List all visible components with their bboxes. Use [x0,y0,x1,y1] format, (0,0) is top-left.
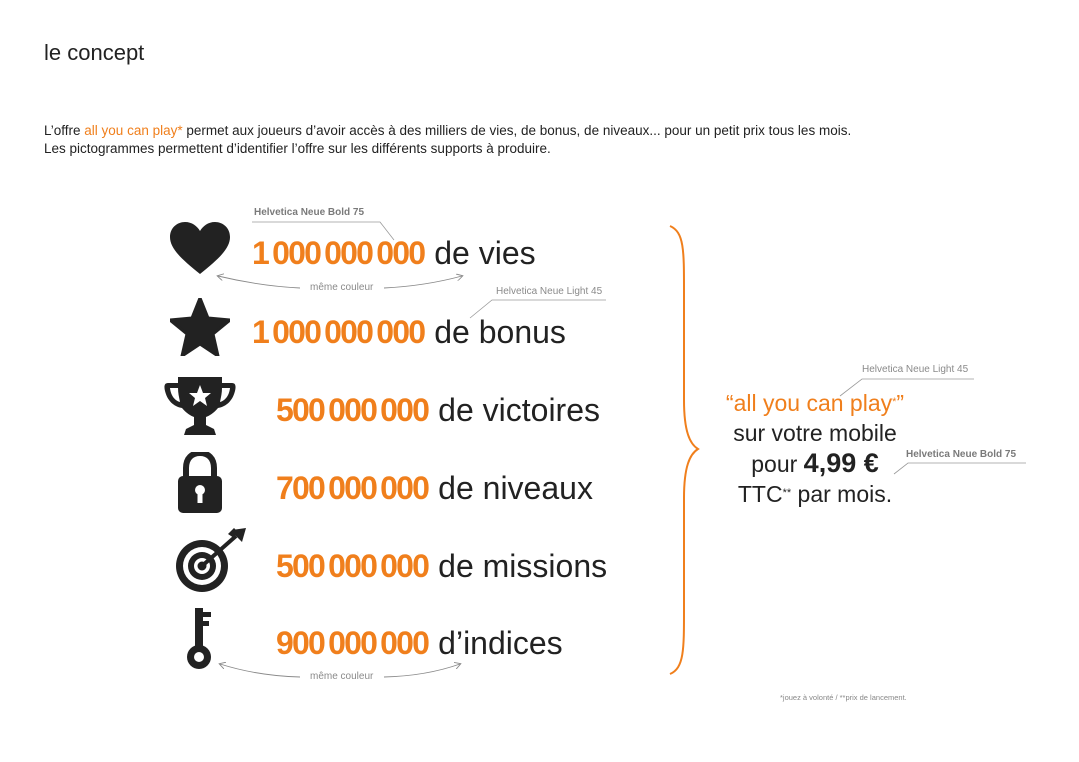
row-value: 900 000 000 [276,625,429,661]
row-missions [276,548,607,584]
font-annotation-bold-offer: Helvetica Neue Bold 75 [906,449,1017,460]
row-bonus [252,314,566,350]
same-color-arrow-top [218,276,300,288]
row-label: de niveaux [438,470,593,506]
trophy-icon [164,375,236,437]
same-color-arrow-bottom-right [384,664,460,677]
intro-line-1: L’offre all you can play* permet aux joueurs d’avoir accès à des milliers de vies, de bonus, de niveaux... pour un petit prix tous les mois. [44,123,852,138]
row-value: 500 000 000 [276,392,429,428]
offer-line-price: pour 4,99 € [751,448,879,478]
font-annotation-bold-top: Helvetica Neue Bold 75 [254,207,365,218]
row-label: de vies [434,235,536,271]
same-color-arrow-top-right [384,276,462,288]
offer-line-monthly: TTC** par mois. [737,481,893,507]
row-lives [252,235,536,271]
offer-name-highlight: all you can play* [84,123,183,138]
same-color-label-bottom: même couleur [310,671,374,682]
row-value: 700 000 000 [276,470,429,506]
row-value: 1 000 000 000 [252,314,425,350]
offer-headline: “all you can play*” [725,390,905,416]
intro-line-2: Les pictogrammes permettent d’identifier l’offre sur les différents supports à produire. [44,141,551,156]
curly-brace [670,226,698,674]
row-levels [276,470,593,506]
row-label: de victoires [438,392,600,428]
padlock-icon [176,452,224,514]
same-color-arrow-bottom [220,664,300,677]
target-icon [174,526,248,594]
page-title: le concept [44,40,145,65]
font-annotation-light-offer: Helvetica Neue Light 45 [862,364,969,375]
row-label: de bonus [434,314,566,350]
key-icon [182,606,218,670]
row-label: de missions [438,548,608,584]
row-value: 500 000 000 [276,548,429,584]
row-victories [276,392,600,428]
row-label: d’indices [438,625,563,661]
same-color-label-top: même couleur [310,282,374,293]
row-value: 1 000 000 000 [252,235,425,271]
row-hints [276,625,563,661]
star-icon [170,298,230,356]
footnote: *jouez à volonté / **prix de lancement. [780,693,907,702]
offer-price: 4,99 € [803,448,879,478]
offer-line-mobile: sur votre mobile [733,420,897,446]
offer-block [700,388,930,509]
heart-icon [170,222,230,276]
font-annotation-light-top: Helvetica Neue Light 45 [496,286,603,297]
